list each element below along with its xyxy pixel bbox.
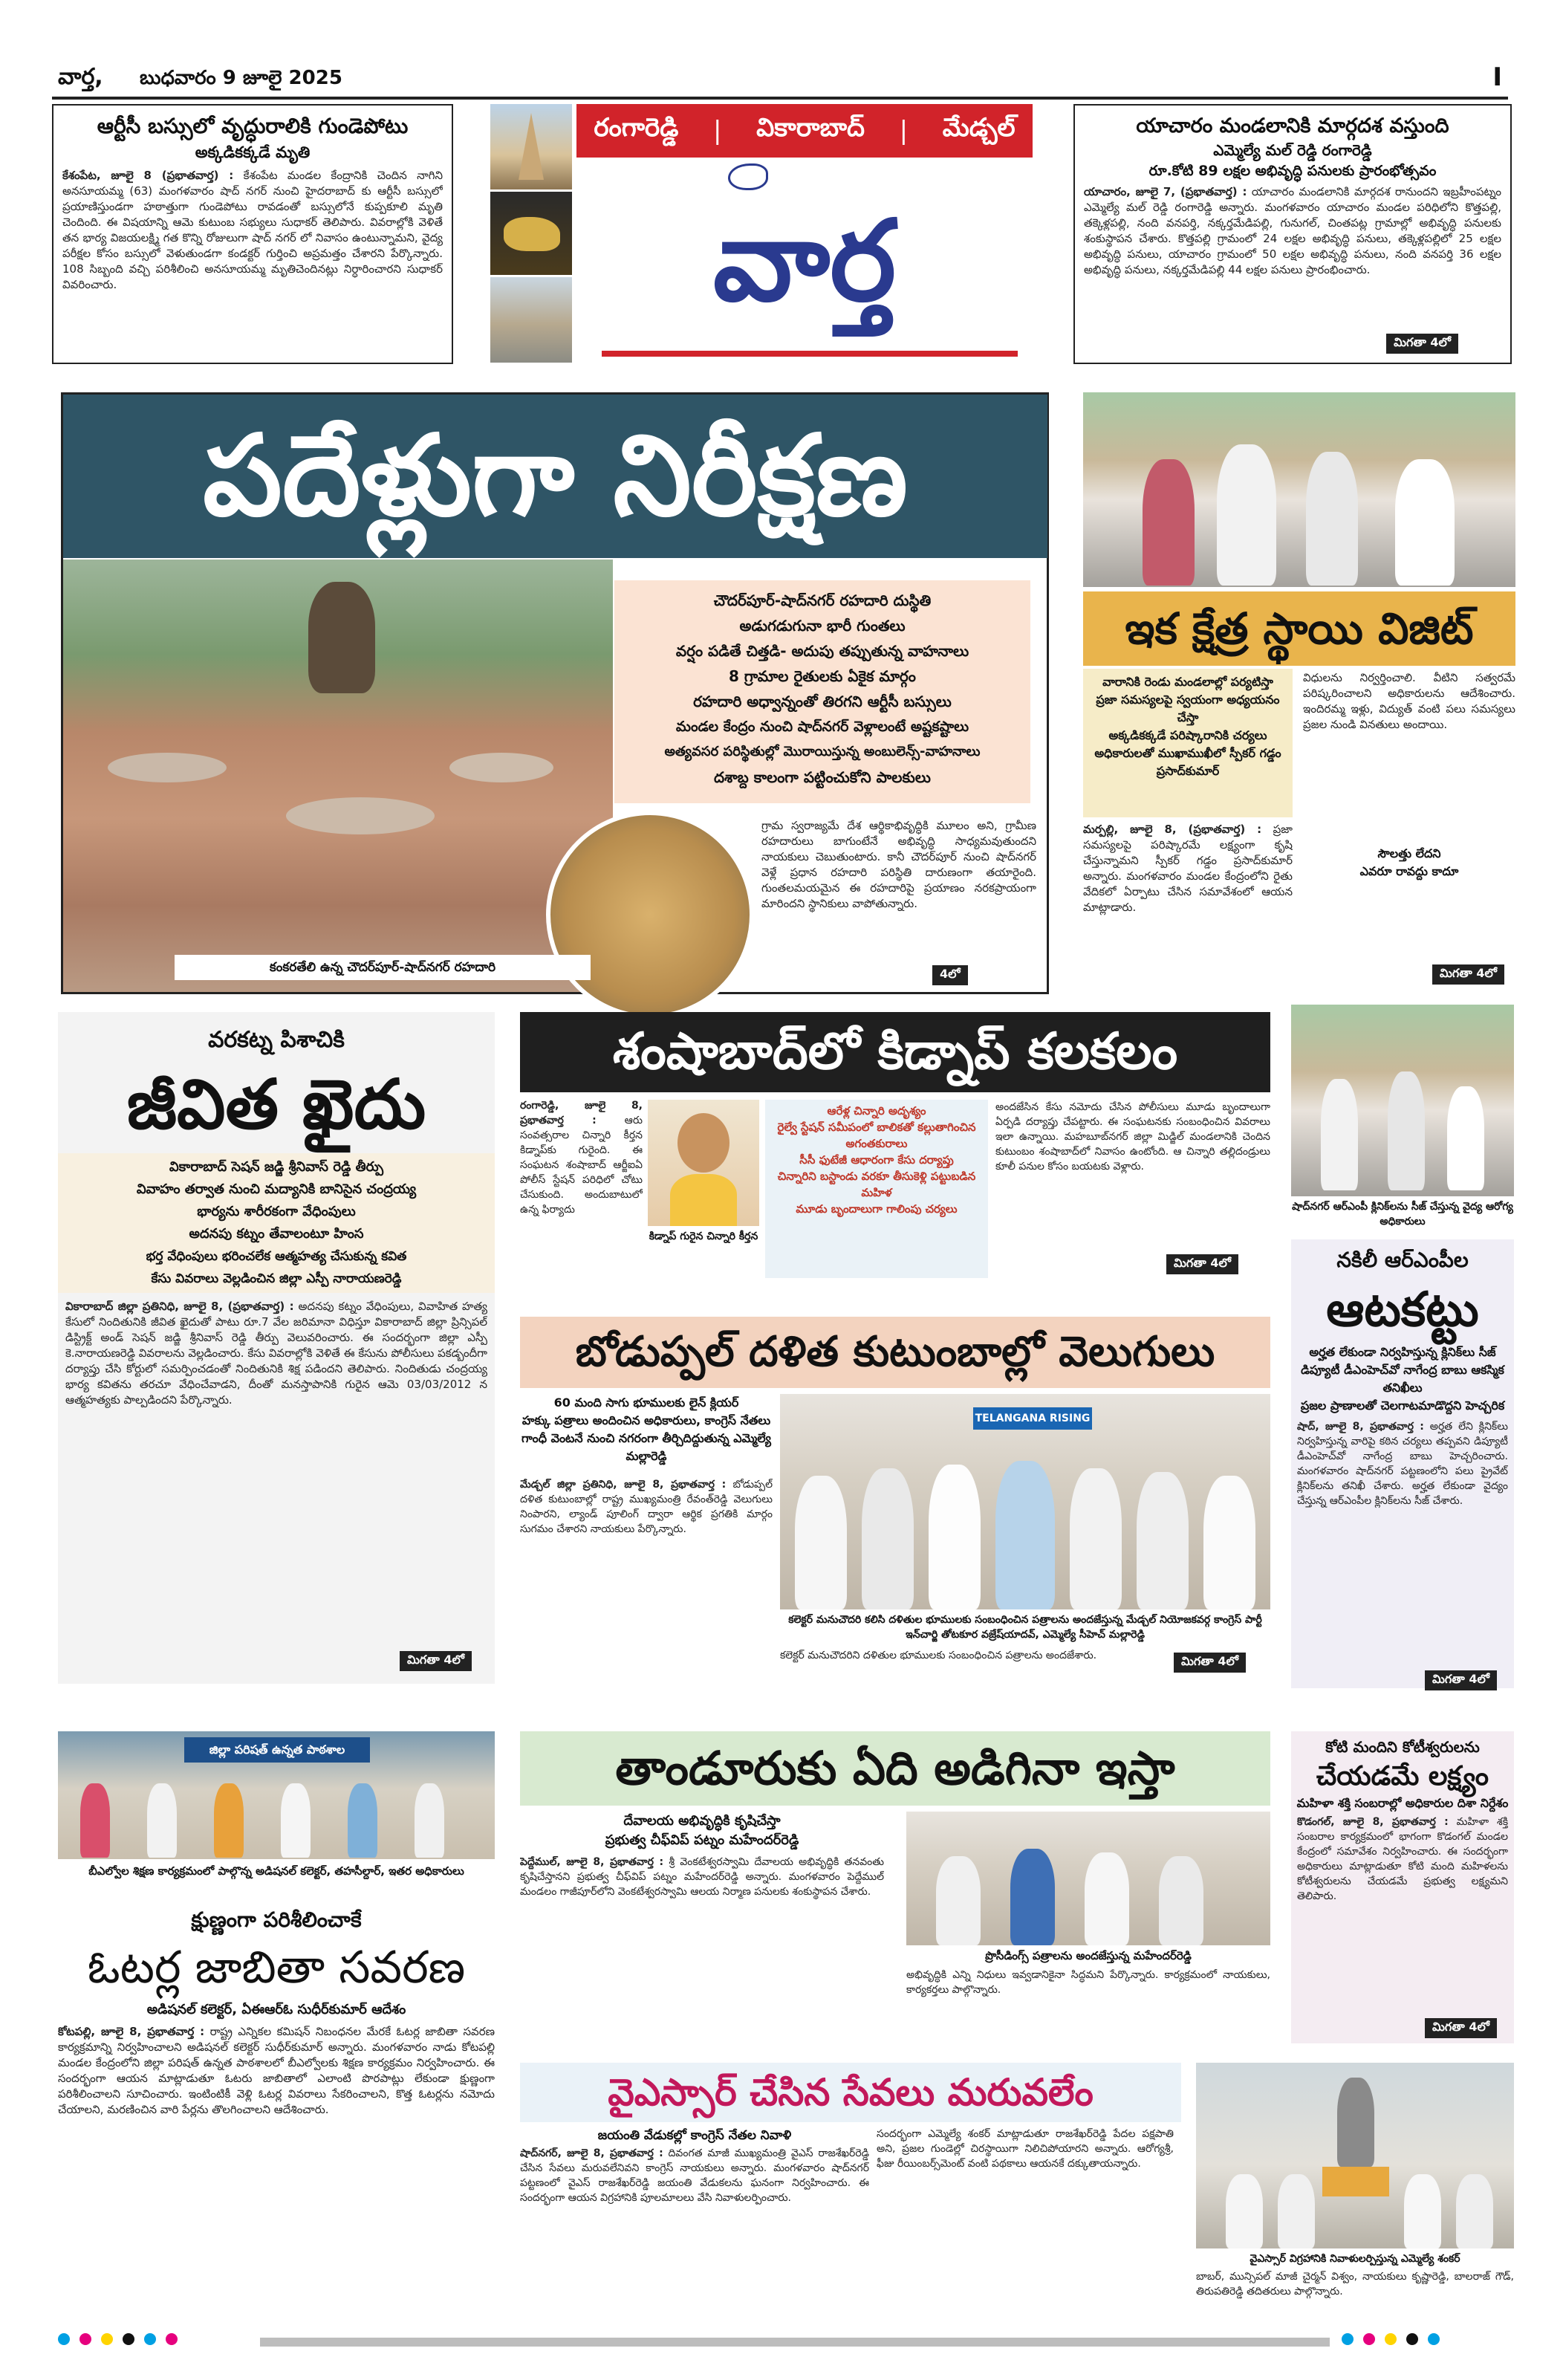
story-dateline: కోటపల్లి, జూలై 8, ప్రభాతవార్త : xyxy=(58,2025,205,2038)
header-rule xyxy=(52,97,1508,100)
story-body: శ్రీ వెంకటేశ్వరస్వామి దేవాలయ అభివృద్ధికి తనవంతు కృషిచేస్తానని ప్రభుత్వ చీఫ్‌విప్ పట్నం మహేందర్‌రెడ్డి అన్నారు. మంగళవారం పెద్దేముల్ మండలం గాజీపూర్‌లోని వెంకటేశ్వరస్వామి ఆలయ నిర్మాణ పనులకు శంకుస్థాపన చేశారు. xyxy=(520,1856,884,1898)
footer-rule xyxy=(260,2338,1330,2347)
continued-marker: 4లో xyxy=(932,965,968,985)
story-title: ఆర్టీసీ బస్సులో వృద్ధురాలికి గుండెపోటు xyxy=(97,114,409,138)
photo-caption: వైఎస్సార్ విగ్రహానికి నివాళులర్పిస్తున్న ఎమ్మెల్యే శంకర్ xyxy=(1250,2253,1460,2265)
photo-caption: షాద్‌నగర్ ఆర్‌ఎంపీ క్లినిక్‌లను సీజ్ చేస్తున్న వైద్య ఆరోగ్య అధికారులు xyxy=(1292,1201,1513,1228)
school-banner: జిల్లా పరిషత్ ఉన్నత పాఠశాల xyxy=(184,1737,370,1763)
point-2: రైల్వే స్టేషన్ సమీపంలో బాలికతో కల్లుతాగించిన అగంతకురాలు xyxy=(777,1121,976,1150)
masthead-logo: వార్త xyxy=(712,195,897,326)
masthead-underline xyxy=(602,351,1018,357)
district-medchal: మేడ్చల్ xyxy=(942,113,1016,143)
rider-figure xyxy=(308,582,375,693)
point-3: అక్కడికక్కడే పరిష్కారానికి చర్యలు xyxy=(1108,728,1267,742)
boduppal-title: బోడుప్పల్ దళిత కుటుంబాల్లో వెలుగులు xyxy=(520,1317,1270,1388)
story-kicker: వరకట్న పిశాచికి xyxy=(208,1027,345,1053)
point-5: భర్త వేధింపులు భరించలేక ఆత్మహత్య చేసుకున్న కవిత xyxy=(146,1249,407,1264)
color-register-marks-right xyxy=(1342,2333,1520,2351)
point-8: దశాబ్ద కాలంగా పట్టించుకోని పాలకులు xyxy=(714,768,931,786)
point-1: ఆరేళ్ల చిన్నారి అదృశ్యం xyxy=(827,1104,926,1118)
visit-photo xyxy=(1083,392,1515,587)
point-3: సీసీ ఫుటేజీ ఆధారంగా కేసు దర్యాప్తు xyxy=(799,1153,954,1167)
point-3: భార్యను శారీరకంగా వేధింపులు xyxy=(197,1204,356,1219)
register-dot xyxy=(144,2333,156,2345)
story-body: రాష్ట్ర ఎన్నికల కమిషన్ నిబంధనల మేరకే ఓటర్ల జాబితా సవరణ కార్యక్రమాన్ని నిర్వహించాలని అడిషనల్ కలెక్టర్ సుధీర్‌కుమార్ అన్నారు. మంగళవారం నాడు కోటపల్లి మండల కేంద్రంలోని జిల్లా పరిషత్ ఉన్నత పాఠశాలలో బీఎల్వోలకు శిక్షణ కార్యక్రమం నిర్వహించారు. ఈ సందర్భంగా ఆయన మాట్లాడుతూ ఓటరు జాబితాలో ఎలాంటి పొరపాట్లు లేకుండా క్షుణ్ణంగా పరిశీలించాలని సూచించారు. ఇంటింటికీ వెళ్లి ఓటర్ల వివరాలు సేకరించాలని, కొత్త ఓటర్లను నమోదు చేయాలని, మరణించిన వారి పేర్లను తొలగించాలని ఆదేశించారు. xyxy=(58,2025,495,2116)
color-register-marks xyxy=(58,2333,251,2351)
field-visit-story xyxy=(1083,392,1515,994)
continued-marker: మిగతా 4లో xyxy=(400,1651,472,1671)
story-title: ఆటకట్టు xyxy=(1326,1283,1479,1337)
story-subtitle-mla: ఎమ్మెల్యే మల్ రెడ్డి రంగారెడ్డి xyxy=(1213,141,1372,159)
point-2: వివాహం తర్వాత నుంచి మద్యానికి బానిసైన చంద్రయ్య xyxy=(136,1181,417,1197)
story-dateline: షాద్, జూలై 8, ప్రభాతవార్త : xyxy=(1297,1421,1424,1433)
dowry-life-sentence-story xyxy=(58,1012,495,1684)
continued-marker: మిగతా 4లో xyxy=(1166,1254,1238,1274)
visit-side-body: విధులను నిర్వర్తించాలి. వీటిని సత్వరమే పరిష్కరించాలని అధికారులను ఆదేశించారు. ఇందిరమ్మ ఇళ్లు, విద్యుత్ వంటి పలు సమస్యలు ప్రజల నుండి వినతులు అందాయి. xyxy=(1303,671,1515,731)
story-title: ఓటర్ల జాబితా సవరణ xyxy=(87,1942,466,1994)
document-handover-photo xyxy=(780,1394,1270,1609)
district-rangareddy: రంగారెడ్డి xyxy=(594,113,679,143)
point-2: ప్రజా సమస్యలపై స్వయంగా అధ్యయనం చేస్తా xyxy=(1096,693,1280,724)
point-4: 8 గ్రామాల రైతులకు ఏకైక మార్గం xyxy=(729,667,916,685)
story-subtitle-works: రూ.కోటి 89 లక్షల అభివృద్ధి పనులకు ప్రారంభోత్సవం xyxy=(1148,163,1437,179)
boduppal-tail: కలెక్టర్ మనుచౌదరిని దళితుల భూములకు సంబంధించిన పత్రాలను అందజేశారు. xyxy=(780,1650,1097,1661)
visit-side-subhead-1: సౌలత్తు లేదని xyxy=(1377,846,1441,860)
kidnap-points xyxy=(765,1100,988,1278)
story-subtitle-1: దేవాలయ అభివృద్ధికి కృషిచేస్తా xyxy=(623,1813,781,1829)
continued-marker: మిగతా 4లో xyxy=(1386,334,1458,354)
story-kicker: కోటి మందిని కోటీశ్వరులను xyxy=(1325,1738,1480,1756)
continued-marker: మిగతా 4లో xyxy=(1174,1653,1246,1673)
point-1: అర్హత లేకుండా నిర్వహిస్తున్న క్లినిక్‌లు సీజ్ xyxy=(1309,1345,1496,1359)
story-kicker: నకిలీ ఆర్‌ఎంపీల xyxy=(1336,1248,1469,1272)
point-3: వర్షం పడితే చిత్తడి- అదుపు తప్పుతున్న వాహనాలు xyxy=(675,642,969,660)
child-photo xyxy=(648,1100,759,1226)
story-body: మహిళా శక్తి సంబరాల కార్యక్రమంలో భాగంగా కొడంగల్ మండల కేంద్రంలో సమావేశం నిర్వహించారు. ఈ సందర్భంగా అధికారులు మాట్లాడుతూ కోటి మంది మహిళలను కోటీశ్వరులను చేయడమే ప్రభుత్వ లక్ష్యమని తెలిపారు. xyxy=(1297,1816,1508,1902)
boduppal-points xyxy=(520,1394,773,1465)
fake-rmp-story xyxy=(1291,1005,1514,1688)
story-subtitle: మహిళా శక్తి సంబరాల్లో అధికారుల దిశా నిర్దేశం xyxy=(1296,1796,1509,1810)
header-paper-name: వార్త, xyxy=(58,64,103,90)
story-dateline: యాచారం, జూలై 7, (ప్రభాతవార్త) : xyxy=(1084,185,1247,198)
muddy-road-photo xyxy=(63,560,613,992)
point-4: అదనపు కట్నం తేవాలంటూ హింస xyxy=(189,1226,364,1242)
story-points xyxy=(58,1153,495,1293)
story-dateline: మేడ్చల్ జిల్లా ప్రతినిధి, జూలై 8, ప్రభాతవార్త : xyxy=(520,1479,727,1491)
story-body: అదనపు కట్నం వేధింపులు, వివాహిత హత్య కేసులో నిందితునికి జీవిత ఖైదుతో పాటు రూ.7 వేల జరిమానా విధిస్తూ వికారాబాద్ జిల్లా ప్రిన్సిపల్ డిస్ట్రిక్ట్ అండ్ సెషన్ జడ్జి శ్రీనివాస్ రెడ్డి తీర్పు వెలువరించారు. ఈ సందర్భంగా జిల్లా ఎస్పీ కె.నారాయణరెడ్డి వివరాలను వెల్లడించారు. కేసు వివరాల్లోకి వెళితే ఈ కేసును పోలీసులు పకడ్బందీగా దర్యాప్తు చేసి కోర్టులో సమర్పించడంతో నిందితునికి శిక్ష పడిందని తెలిపారు. నిందితుడు చంద్రయ్య భార్య కవితను తరచూ వేధించేవాడని, దీంతో మనస్తాపానికి గురైన ఆమె 03/03/2012 న ఆత్మహత్యకు పాల్పడిందని పేర్కొన్నారు. xyxy=(65,1300,487,1407)
women-power-story xyxy=(1291,1731,1514,2043)
story-title: యాచారం మండలానికి మార్గదశ వస్తుంది xyxy=(1136,114,1449,137)
story-body: దివంగత మాజీ ముఖ్యమంత్రి వైఎస్ రాజశేఖర్‌రెడ్డి చేసిన సేవలు మరువలేనివని కాంగ్రెస్ నాయకులు అన్నారు. మంగళవారం షాద్‌నగర్ పట్టణంలో వైఎస్ రాజశేఖర్‌రెడ్డి జయంతి వేడుకలను ఘనంగా నిర్వహించారు. ఈ సందర్భంగా ఆయన విగ్రహానికి పూలమాలలు వేసి నివాళులర్పించారు. xyxy=(520,2147,869,2204)
point-1: వికారాబాద్ సెషన్ జడ్జి శ్రీనివాస్ రెడ్డి తీర్పు xyxy=(169,1159,384,1175)
point-1: వారానికి రెండు మండలాల్లో పర్యటిస్తా xyxy=(1102,675,1273,689)
tandur-story xyxy=(520,1731,1270,2043)
voter-list-story xyxy=(58,1731,495,2311)
photo-caption-bar: కంకరతేలి ఉన్న చౌదర్‌పూర్-షాద్‌నగర్ రహదారి xyxy=(175,955,591,980)
main-story-points xyxy=(614,580,1030,803)
story-body: ఆరు సంవత్సరాల చిన్నారి కీర్తన కిడ్నాప్‌కు గురైంది. ఈ సంఘటన శంషాబాద్ ఆర్జీఐఏ పోలీస్ స్టేషన్ పరిధిలో చోటు చేసుకుంది. అందుబాటులో ఉన్న ఫిర్యాదు xyxy=(520,1115,643,1216)
story-body: బోడుప్పల్ దళిత కుటుంబాల్లో రాష్ట్ర ముఖ్యమంత్రి రేవంత్‌రెడ్డి వెలుగులు నింపారని, ల్యాండ్ పూలింగ్ ద్వారా ఆర్థిక ప్రగతికి మార్గం సుగమం చేశారని నాయకులు పేర్కొన్నారు. xyxy=(520,1479,773,1535)
point-4: చిన్నారిని బస్టాండు వరకూ తీసుకెళ్లి పట్టుబడిన మహిళ xyxy=(777,1170,976,1199)
story-body: ప్రజా సమస్యలపై పరిష్కారమే లక్ష్యంగా కృషి చేస్తున్నామని స్పీకర్ గడ్డం ప్రసాద్‌కుమార్ అన్నారు. మంగళవారం మండల కేంద్రంలోని రైతు వేదికలో ఏర్పాటు చేసిన సమావేశంలో ఆయన మాట్లాడారు. xyxy=(1083,823,1293,914)
point-6: మండల కేంద్రం నుంచి షాద్‌నగర్ వెళ్లాలంటే అష్టకష్టాలు xyxy=(675,719,969,735)
visit-title: ఇక క్షేత్ర స్థాయి విజిట్ xyxy=(1083,591,1515,666)
rtc-bus-heart-attack-story xyxy=(52,104,453,364)
story-subtitle-2: ప్రభుత్వ చీఫ్‌విప్ పట్నం మహేందర్‌రెడ్డి xyxy=(605,1832,799,1848)
story-body: అర్హత లేని క్లినిక్‌లు నిర్వహిస్తున్న వారిపై కఠిన చర్యలు తప్పవని డిప్యూటీ డీఎంహెచ్‌వో నాగేంద్ర బాబు హెచ్చరించారు. మంగళవారం షాద్‌నగర్ పట్టణంలోని పలు ప్రైవేట్ క్లినిక్‌లను తనిఖీ చేశారు. అర్హత లేకుండా వైద్యం చేస్తున్న ఆర్‌ఎంపీల క్లినిక్‌లను సీజ్ చేశారు. xyxy=(1297,1421,1508,1507)
road-photo-circle xyxy=(546,811,754,1019)
point-2: హక్కు పత్రాలు అందించిన అధికారులు, కాంగ్రెస్ నేతలు xyxy=(521,1413,771,1427)
page-header xyxy=(52,61,1508,97)
ysr-statue-photo xyxy=(1196,2063,1514,2248)
register-dot xyxy=(1385,2333,1397,2345)
point-7: అత్యవసర పరిస్థితుల్లో మొరాయిస్తున్న అంబులెన్స్-వాహనాలు xyxy=(664,744,981,759)
temple-photo xyxy=(490,104,572,189)
kidnap-title: శంషాబాద్‌లో కిడ్నాప్ కలకలం xyxy=(520,1012,1270,1092)
ysr-tribute-story xyxy=(520,2063,1514,2315)
point-6: కేసు వివరాలు వెల్లడించిన జిల్లా ఎస్పీ నారాయణరెడ్డి xyxy=(151,1271,402,1286)
story-body: కేశంపేట మండల కేంద్రానికి చెందిన నాగిని అనసూయమ్మ (63) మంగళవారం షాద్ నగర్ నుంచి హైదరాబాద్ కు ఆర్టీసీ బస్సులో ప్రయాణిస్తుండగా హఠాత్తుగా గుండెపోటు రావడంతో బస్సులోనే కుప్పకూలి మృతి చెందింది. ఈ విషయాన్ని ఆమె కుటుంబ సభ్యులు సుధాకర్ తెలిపారు. వివరాల్లోకి వెళితే తన భార్య విజయలక్ష్మి గత కొన్ని రోజులుగా షాద్ నగర్ లో నివాసం ఉంటున్నామని, వైద్య పరీక్షల కోసం బస్సులో వెళుతుండగా కండక్టర్ గుర్తించి అప్రమత్తం చేశారని పేర్కొన్నారు. 108 సిబ్బంది వచ్చి పరిశీలించి అనసూయమ్మ మృతిచెందినట్లు నిర్ధారించారని సుధాకర్ వివరించారు. xyxy=(62,169,443,291)
story-body: యాచారం మండలానికి మార్గదశ రానుందని ఇబ్రహీంపట్నం ఎమ్మెల్యే మల్ రెడ్డి రంగారెడ్డి అన్నారు. మంగళవారం యాచారం మండల పరిధిలోని కొత్తపల్లి, తక్కెళ్లపల్లి, నంది వనపర్తి, నక్కర్తమేడిపల్లి, గునుగల్, చింతపట్ల గ్రామాల్లో అభివృద్ధి పనులకు శంకుస్థాపన చేశారు. కొత్తపల్లి గ్రామంలో 24 లక్షల అభివృద్ధి పనులు, తక్కెళ్లపల్లిలో 25 లక్షల అభివృద్ధి పనులు, యాచారం గ్రామంలో 50 లక్షల అభివృద్ధి పనులు, నంది వనపర్తి 36 లక్షల అభివృద్ధి పనులు, నక్కర్తమేడిపల్లి 44 లక్షల పనులు ప్రారంభించారు. xyxy=(1084,185,1501,276)
story-subtitle: అక్కడికక్కడే మృతి xyxy=(195,143,311,161)
kidnap-side-body: అందజేసిన కేసు నమోదు చేసిన పోలీసులు మూడు బృందాలుగా ఏర్పడి దర్యాప్తు చేపట్టారు. ఈ సంఘటనకు సంబంధించిన వివరాలు ఇలా ఉన్నాయి. మహబూబ్‌నగర్ జిల్లా మిడ్జిల్ మండలానికి చెందిన కుటుంబం శంషాబాద్‌లో నివాసం ఉంటోంది. ఆ చిన్నారి తల్లిదండ్రులు కూలీ పనుల కోసం బయటకు వెళ్లారు. xyxy=(995,1101,1270,1173)
story-dateline: షాద్‌నగర్, జూలై 8, ప్రభాతవార్త : xyxy=(520,2147,663,2159)
ysr-body-2: సందర్భంగా ఎమ్మెల్యే శంకర్ మాట్లాడుతూ రాజశేఖర్‌రెడ్డి పేదల పక్షపాతి అని, ప్రజల గుండెల్లో చిరస్థాయిగా నిలిచిపోయారని అన్నారు. ఆరోగ్యశ్రీ, ఫీజు రీయింబర్స్‌మెంట్ వంటి పథకాలు ఆయనకే దక్కుతాయన్నారు. xyxy=(877,2128,1174,2170)
story-dateline: మర్పల్లి, జూలై 8, (ప్రభాతవార్త) : xyxy=(1083,823,1262,836)
photo-banner: TELANGANA RISING xyxy=(973,1407,1092,1430)
point-1: 60 మంది సాగు భూములకు లైన్ క్లియర్ xyxy=(553,1395,739,1410)
story-subtitle: అడిషనల్ కలెక్టర్, ఏఈఆర్‌ఓ సుధీర్‌కుమార్ ఆదేశం xyxy=(146,2002,406,2017)
story-title: జీవిత ఖైదు xyxy=(126,1065,426,1144)
boduppal-dalit-story xyxy=(520,1317,1270,1688)
ysr-tail: బాబర్, మున్సిపల్ మాజీ చైర్మన్ విశ్వం, నాయకులు కృష్ణారెడ్డి, బాలరాజ్ గౌడ్, తిరుపతిరెడ్డి తదితరులు పాల్గొన్నారు. xyxy=(1196,2271,1514,2298)
main-road-story xyxy=(61,392,1049,994)
main-story-body: గ్రామ స్వరాజ్యమే దేశ ఆర్థికాభివృద్ధికి మూలం అని, గ్రామీణ రహదారులు బాగుంటేనే అభివృద్ధి సాధ్యమవుతుందని నాయకులు చెబుతుంటారు. కానీ చౌదర్‌పూర్ నుంచి షాద్‌నగర్ వెళ్లే ప్రధాన రహదారి పరిస్థితి దారుణంగా తయారైంది. గుంతలమయమైన ఈ రహదారిపై ప్రయాణం నరకప్రాయంగా మారిందని స్థానికులు వాపోతున్నారు. xyxy=(761,819,1036,910)
main-story-title: పదేళ్లుగా నిరీక్షణ xyxy=(63,395,1047,558)
district-banner: రంగారెడ్డి | వికారాబాద్ | మేడ్చల్ xyxy=(576,104,1033,158)
register-dot xyxy=(79,2333,91,2345)
register-dot xyxy=(1342,2333,1354,2345)
ysr-title: వైఎస్సార్ చేసిన సేవలు మరువలేం xyxy=(520,2063,1181,2122)
tandur-title: తాండూరుకు ఏది అడిగినా ఇస్తా xyxy=(520,1731,1270,1806)
continued-marker: మిగతా 4లో xyxy=(1425,2018,1497,2038)
tandur-tail: అభివృద్ధికి ఎన్ని నిధులు ఇవ్వడానికైనా సిద్ధమని పేర్కొన్నారు. కార్యక్రమంలో నాయకులు, కార్యకర్తలు పాల్గొన్నారు. xyxy=(906,1969,1270,1996)
story-dateline: పెద్దేముల్, జూలై 8, ప్రభాతవార్త : xyxy=(520,1856,664,1868)
story-title: చేయడమే లక్ష్యం xyxy=(1316,1761,1489,1792)
register-dot xyxy=(1406,2333,1418,2345)
rmp-headline-box xyxy=(1291,1239,1514,1688)
register-dot xyxy=(1428,2333,1440,2345)
story-dateline: వికారాబాద్ జిల్లా ప్రతినిధి, జూలై 8, (ప్రభాతవార్త) : xyxy=(65,1300,294,1313)
register-dot xyxy=(1363,2333,1375,2345)
photo-caption: కిడ్నాప్ గురైన చిన్నారి కీర్తన xyxy=(649,1230,758,1242)
statue-photo xyxy=(490,192,572,275)
clinic-seizure-photo xyxy=(1291,1005,1514,1196)
header-page-number: I xyxy=(1492,62,1502,92)
photo-caption: కలెక్టర్ మనుచౌదరి కలిసి దళితుల భూములకు సంబంధించిన పత్రాలను అందజేస్తున్న మేడ్చల్ నియోజకవర్గ కాంగ్రెస్ పార్టీ ఇన్‌చార్జి తోటకూర వజ్రేష్‌యాదవ్, ఎమ్మెల్యే సీహెచ్ మల్లారెడ్డి xyxy=(788,1614,1262,1641)
buildings-photo xyxy=(490,277,572,363)
point-2: డిప్యూటీ డీఎంహెచ్‌వో నాగేంద్ర బాబు ఆకస్మిక తనిఖీలు xyxy=(1301,1363,1504,1395)
photo-caption: బీఎల్వోల శిక్షణ కార్యక్రమంలో పాల్గొన్న అడిషనల్ కలెక్టర్, తహసీల్దార్, ఇతర అధికారులు xyxy=(88,1864,464,1878)
training-photo xyxy=(58,1731,495,1859)
masthead xyxy=(490,104,1033,364)
point-5: మూడు బృందాలుగా గాలింపు చర్యలు xyxy=(796,1202,958,1216)
story-dateline: కొడంగల్, జూలై 8, ప్రభాతవార్త : xyxy=(1297,1816,1449,1828)
point-2: అడుగడుగునా భారీ గుంతలు xyxy=(739,617,906,635)
point-4: అధికారులతో ముఖాముఖీలో స్పీకర్ గడ్డం ప్రసాద్‌కుమార్ xyxy=(1094,746,1281,778)
story-subtitle: జయంతి వేడుకల్లో కాంగ్రెస్ నేతల నివాళి xyxy=(597,2128,792,2143)
district-vikarabad: వికారాబాద్ xyxy=(756,113,865,143)
register-dot xyxy=(58,2333,70,2345)
continued-marker: మిగతా 4లో xyxy=(1425,1670,1497,1690)
register-dot xyxy=(123,2333,134,2345)
visit-points xyxy=(1083,669,1293,817)
point-3: గాంధీ వెంటనే నుంచి నగరంగా తీర్చిదిద్దుతున్న ఎమ్మెల్యే మల్లారెడ్డి xyxy=(521,1431,771,1463)
photo-caption: ప్రొసీడింగ్స్ పత్రాలను అందజేస్తున్న మహేందర్‌రెడ్డి xyxy=(985,1949,1192,1962)
story-kicker: క్షుణ్ణంగా పరిశీలించాకే xyxy=(191,1907,362,1932)
point-1: చౌదర్‌పూర్-షాద్‌నగర్ రహదారి దుస్థితి xyxy=(713,591,932,609)
visit-side-subhead-2: ఎవరూ రావద్దు కాదూ xyxy=(1359,864,1459,878)
point-3: ప్రజల ప్రాణాలతో చెలగాటమాడొద్దని హెచ్చరిక xyxy=(1300,1398,1505,1413)
header-date: బుధవారం 9 జూలై 2025 xyxy=(140,67,342,89)
shamshabad-kidnap-story xyxy=(520,1012,1270,1285)
register-dot xyxy=(101,2333,113,2345)
proceedings-handover-photo xyxy=(906,1812,1270,1945)
yacharam-development-story xyxy=(1073,104,1512,364)
story-dateline: రంగారెడ్డి, జూలై 8, ప్రభాతవార్త : xyxy=(520,1100,643,1126)
point-5: రహదారి అధ్వాన్నంతో తిరగని ఆర్టీసీ బస్సులు xyxy=(693,693,952,710)
continued-marker: మిగతా 4లో xyxy=(1432,964,1504,985)
story-dateline: కేశంపేట, జూలై 8 (ప్రభాతవార్త) : xyxy=(62,169,234,182)
register-dot xyxy=(166,2333,178,2345)
